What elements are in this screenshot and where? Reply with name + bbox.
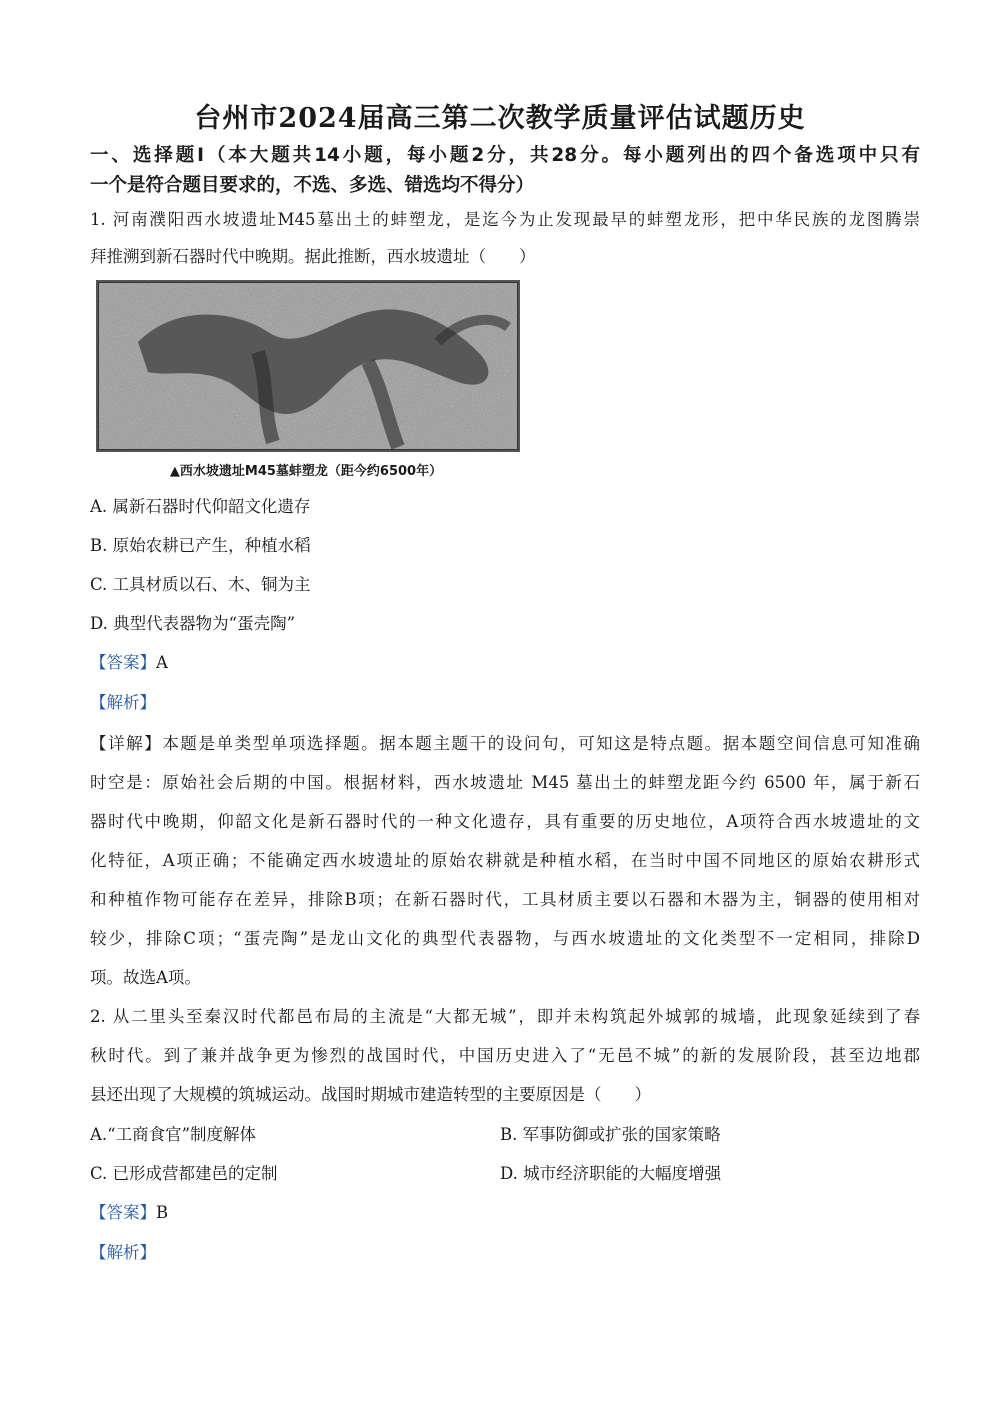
q1-detail-line-5: 和种植作物可能存在差异，排除B项；在新石器时代，工具材质主要以石器和木器为主，铜器的使用相对 [90, 890, 920, 909]
q1-option-a: A. 属新石器时代仰韶文化遗存 [90, 497, 311, 516]
q2-option-c: C. 已形成营都建邑的定制 [90, 1164, 278, 1183]
q1-option-d: D. 典型代表器物为“蛋壳陶” [90, 614, 296, 633]
q1-detail-line-2: 时空是：原始社会后期的中国。根据材料，西水坡遗址 M45 墓出土的蚌塑龙距今约 6500 年，属于新石 [90, 773, 920, 792]
q1-detail-line-1 [90, 732, 920, 756]
q1-stem-line-1: 1. 河南濮阳西水坡遗址M45墓出土的蚌塑龙，是迄今为止发现最早的蚌塑龙形，把中华民族的龙图腾崇 [90, 210, 920, 229]
q1-detail-line-3: 器时代中晚期，仰韶文化是新石器时代的一种文化遗存，具有重要的历史地位，A项符合西水坡遗址的文 [90, 812, 920, 831]
q2-stem-line-3: 县还出现了大规模的筑城运动。战国时期城市建造转型的主要原因是（ ） [90, 1085, 651, 1104]
q1-detail-line-6: 较少，排除C项；“蛋壳陶”是龙山文化的典型代表器物，与西水坡遗址的文化类型不一定相同，排除D [90, 929, 920, 948]
q2-option-a: A.“工商食官”制度解体 [90, 1125, 257, 1144]
q2-option-d: D. 城市经济职能的大幅度增强 [500, 1164, 722, 1183]
answer-label: 【答案】 [90, 653, 156, 672]
q2-analysis-label: 【解析】 [90, 1243, 156, 1262]
q2-option-b: B. 军事防御或扩张的国家策略 [500, 1125, 721, 1144]
q1-answer [90, 651, 920, 675]
answer-label: 【答案】 [90, 1203, 156, 1222]
detail-label: 【详解】 [90, 734, 163, 753]
q1-option-b: B. 原始农耕已产生，种植水稻 [90, 536, 311, 555]
q2-answer [90, 1201, 920, 1225]
answer-value: A [156, 653, 168, 672]
q2-stem-line-2: 秋时代。到了兼并战争更为惨烈的战国时代，中国历史进入了“无邑不城”的新的发展阶段，甚至边地郡 [90, 1046, 920, 1065]
q1-detail-line-7: 项。故选A项。 [90, 968, 201, 987]
q1-detail-line-4: 化特征，A项正确；不能确定西水坡遗址的原始农耕就是种植水稻，在当时中国不同地区的原始农耕形式 [90, 851, 920, 870]
shell-dragon-image [98, 282, 518, 450]
page-title: 台州市2024届高三第二次教学质量评估试题历史 [194, 103, 806, 134]
section-heading-line-2: 一个是符合题目要求的，不选、多选、错选均不得分） [90, 175, 535, 196]
answer-value: B [156, 1203, 169, 1222]
q2-stem-line-1: 2. 从二里头至秦汉时代都邑布局的主流是“大都无城”，即并未构筑起外城郭的城墙，此现象延续到了春 [90, 1007, 920, 1026]
q1-analysis-label: 【解析】 [90, 693, 156, 712]
shell-dragon-photo [96, 280, 520, 452]
q1-stem-line-2: 拜推溯到新石器时代中晚期。据此推断，西水坡遗址（ ） [90, 247, 536, 266]
q1-option-c: C. 工具材质以石、木、铜为主 [90, 575, 311, 594]
detail-text: 本题是单类型单项选择题。据本题主题干的设问句，可知这是特点题。据本题空间信息可知准确 [162, 734, 921, 753]
section-heading-line-1: 一、选择题Ⅰ（本大题共14小题，每小题2分，共28分。每小题列出的四个备选项中只有 [90, 145, 920, 166]
figure-caption: ▲西水坡遗址M45墓蚌塑龙（距今约6500年） [169, 464, 443, 479]
